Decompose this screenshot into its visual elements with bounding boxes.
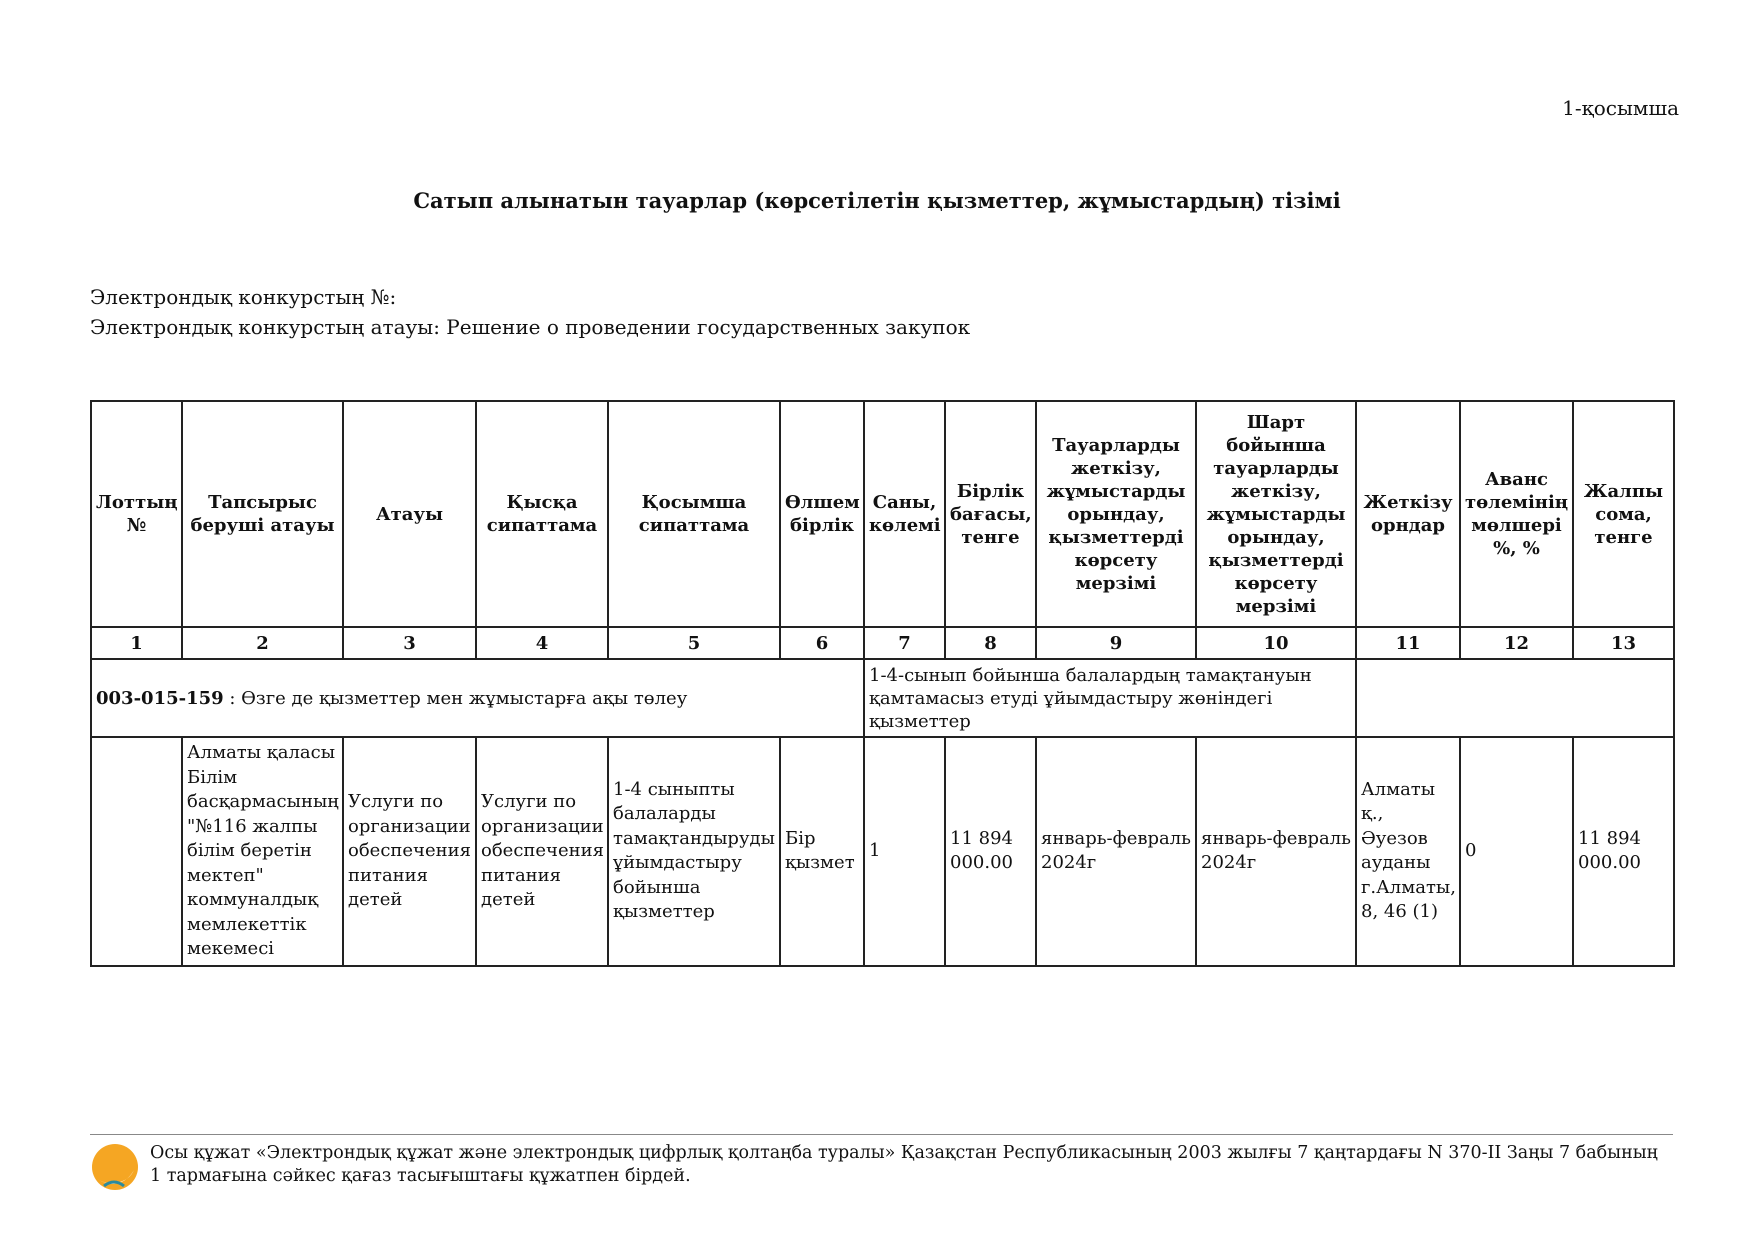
header-total: Жалпы сома, тенге	[1573, 401, 1674, 627]
column-number: 10	[1196, 627, 1356, 659]
footer	[90, 1142, 1673, 1192]
header-row	[91, 401, 1674, 627]
lot-group-code-cell	[91, 659, 864, 737]
column-number: 5	[608, 627, 780, 659]
header-lot-number: Лоттың №	[91, 401, 182, 627]
egov-logo-icon	[90, 1142, 140, 1192]
cell-name: Услуги по организации обеспечения питания детей	[343, 737, 476, 966]
header-unit: Өлшем бірлік	[780, 401, 864, 627]
lot-group-row	[91, 659, 1674, 737]
column-number: 2	[182, 627, 343, 659]
column-number: 8	[945, 627, 1036, 659]
header-extra-description: Қосымша сипаттама	[608, 401, 780, 627]
cell-customer: Алматы қаласы Білім басқармасының "№116 жалпы білім беретін мектеп" коммуналдық мемлекеттік мекемесі	[182, 737, 343, 966]
column-number: 13	[1573, 627, 1674, 659]
annex-label: 1-қосымша	[1562, 96, 1679, 120]
header-quantity: Саны, көлемі	[864, 401, 945, 627]
header-customer: Тапсырыс беруші атауы	[182, 401, 343, 627]
column-number: 11	[1356, 627, 1460, 659]
header-short-description: Қысқа сипаттама	[476, 401, 608, 627]
column-number: 7	[864, 627, 945, 659]
header-advance: Аванс төлемінің мөлшері %, %	[1460, 401, 1573, 627]
table-row	[91, 737, 1674, 966]
cell-short-description: Услуги по организации обеспечения питания детей	[476, 737, 608, 966]
cell-delivery-term: январь-февраль 2024г	[1036, 737, 1196, 966]
column-number: 6	[780, 627, 864, 659]
cell-delivery-place: Алматы қ., Әуезов ауданы г.Алматы, 8, 46 (1)	[1356, 737, 1460, 966]
lot-group-service: 1-4-сынып бойынша балалардың тамақтануын қамтамасыз етуді ұйымдастыру жөніндегі қызметтер	[864, 659, 1356, 737]
column-number: 4	[476, 627, 608, 659]
tender-name: Электрондық конкурстың атауы: Решение о проведении государственных закупок	[90, 315, 971, 339]
lot-group-code-text: : Өзге де қызметтер мен жұмыстарға ақы төлеу	[223, 687, 688, 709]
lot-group-code: 003-015-159	[96, 687, 224, 709]
tender-info	[90, 282, 970, 342]
cell-quantity: 1	[864, 737, 945, 966]
column-number: 9	[1036, 627, 1196, 659]
footer-text: Осы құжат «Электрондық құжат және электрондық цифрлық қолтаңба туралы» Қазақстан Республикасының 2003 жылғы 7 қаңтардағы N 370-II Заңы 7 бабының 1 тармағына сәйкес қағаз тасығыштағы құжатпен бірдей.	[150, 1143, 1658, 1186]
cell-advance: 0	[1460, 737, 1573, 966]
cell-unit-price: 11 894 000.00	[945, 737, 1036, 966]
column-number: 12	[1460, 627, 1573, 659]
tender-number: Электрондық конкурстың №:	[90, 285, 397, 309]
header-unit-price: Бірлік бағасы, тенге	[945, 401, 1036, 627]
header-contract-term: Шарт бойынша тауарларды жеткізу, жұмыстарды орындау, қызметтерді көрсету мерзімі	[1196, 401, 1356, 627]
cell-lot-number	[91, 737, 182, 966]
cell-extra-description: 1-4 сыныпты балаларды тамақтандыруды ұйымдастыру бойынша қызметтер	[608, 737, 780, 966]
header-name: Атауы	[343, 401, 476, 627]
goods-table	[90, 400, 1675, 967]
column-number: 1	[91, 627, 182, 659]
document-title: Сатып алынатын тауарлар (көрсетілетін қызметтер, жұмыстардың) тізімі	[413, 188, 1341, 213]
header-delivery-place: Жеткізу орндар	[1356, 401, 1460, 627]
footer-divider	[90, 1134, 1673, 1135]
header-delivery-term: Тауарларды жеткізу, жұмыстарды орындау, қызметтерді көрсету мерзімі	[1036, 401, 1196, 627]
cell-contract-term: январь-февраль 2024г	[1196, 737, 1356, 966]
cell-total: 11 894 000.00	[1573, 737, 1674, 966]
lot-group-trailing	[1356, 659, 1674, 737]
column-number: 3	[343, 627, 476, 659]
cell-unit: Бір қызмет	[780, 737, 864, 966]
column-number-row	[91, 627, 1674, 659]
